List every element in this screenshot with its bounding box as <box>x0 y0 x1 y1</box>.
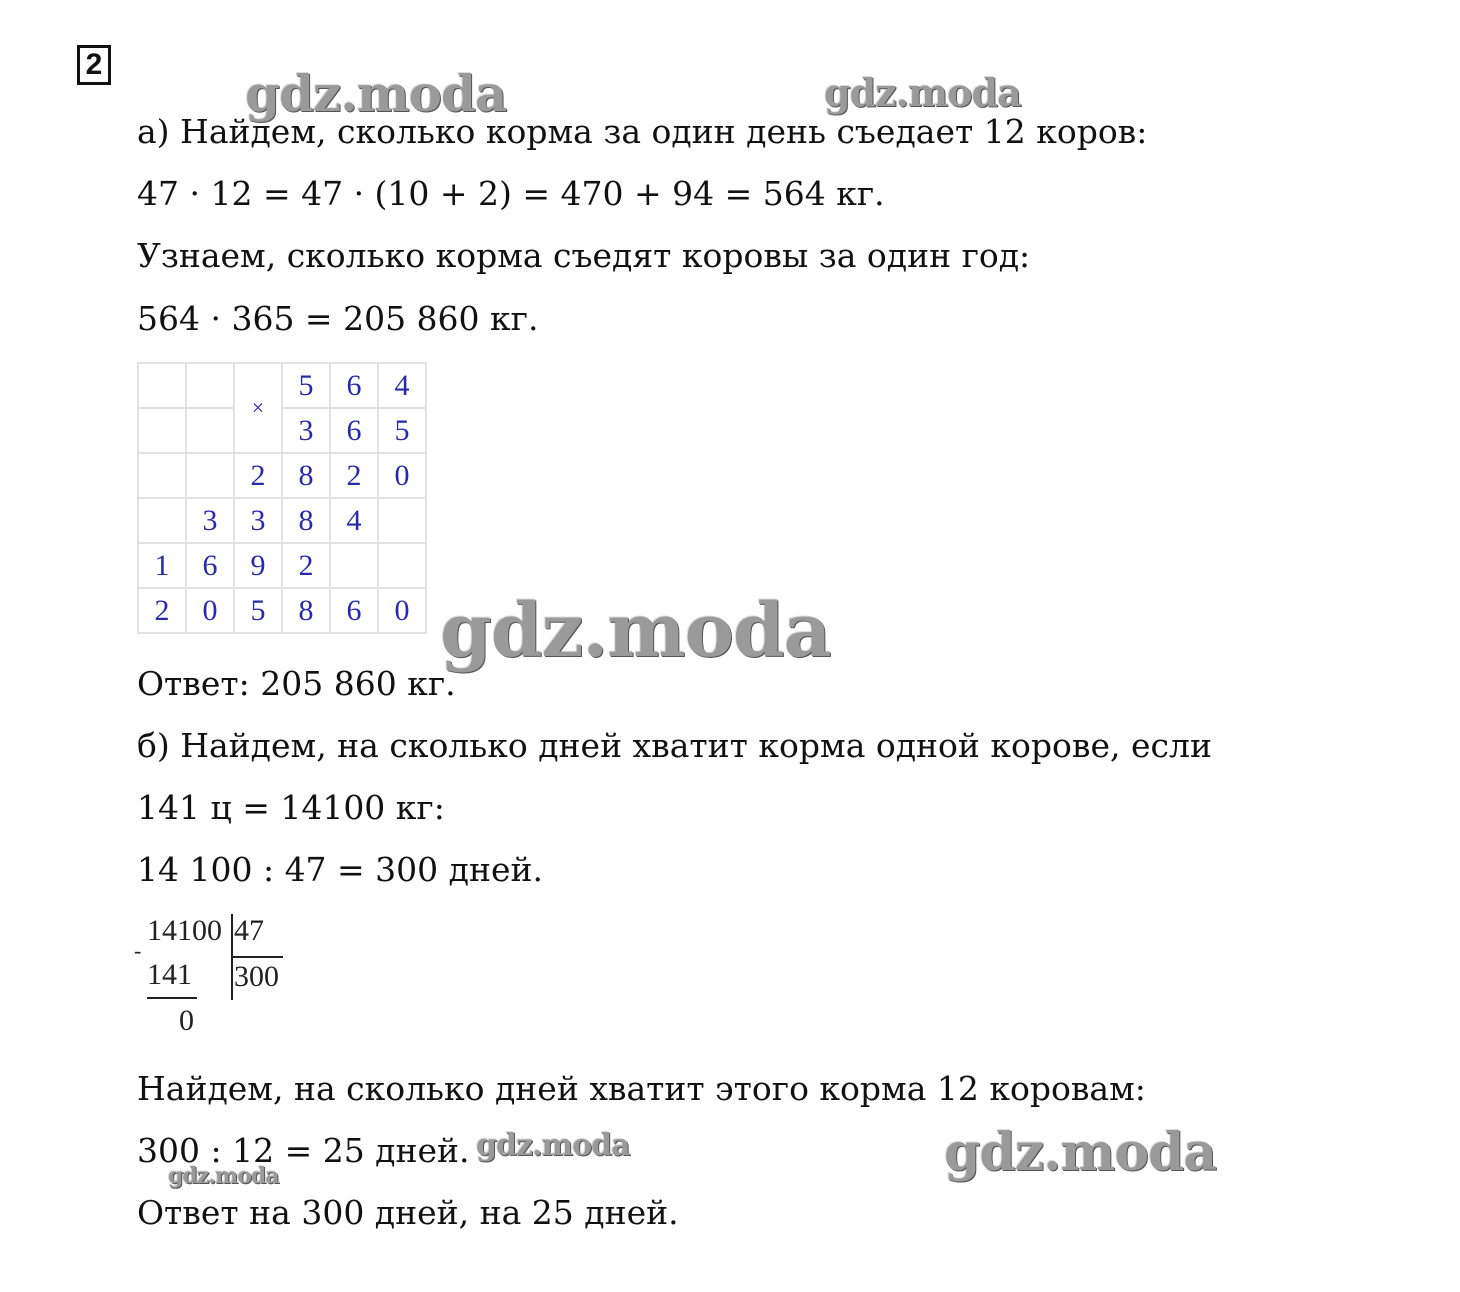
grid-cell: 3 <box>282 408 330 453</box>
grid-cell: 0 <box>186 588 234 633</box>
part-a-answer: Ответ: 205 860 кг. <box>137 664 456 703</box>
division-remainder: 0 <box>179 1004 194 1037</box>
grid-cell: 2 <box>234 453 282 498</box>
grid-cell <box>330 543 378 588</box>
grid-cell: 9 <box>234 543 282 588</box>
grid-cell <box>138 453 186 498</box>
grid-cell: 2 <box>282 543 330 588</box>
grid-cell <box>378 498 426 543</box>
grid-cell: 8 <box>282 588 330 633</box>
grid-cell: 2 <box>330 453 378 498</box>
grid-cell: 8 <box>282 453 330 498</box>
grid-cell: 5 <box>282 363 330 408</box>
part-b-answer: Ответ на 300 дней, на 25 дней. <box>137 1193 679 1232</box>
grid-cell <box>138 363 186 408</box>
grid-cell <box>186 408 234 453</box>
division-dividend: 14100 <box>147 914 222 947</box>
grid-cell: 0 <box>378 588 426 633</box>
grid-cell <box>186 453 234 498</box>
division-divisor: 47 <box>234 914 264 947</box>
part-b-intro: б) Найдем, на сколько дней хватит корма одной корове, если <box>137 726 1212 765</box>
grid-cell: 0 <box>378 453 426 498</box>
grid-cell <box>138 408 186 453</box>
division-subtrahend: 141 <box>147 958 192 991</box>
watermark: gdz.moda <box>440 588 831 674</box>
watermark: gdz.moda <box>824 70 1021 115</box>
watermark: gdz.moda <box>245 64 507 123</box>
grid-cell: 6 <box>330 588 378 633</box>
grid-cell: 5 <box>378 408 426 453</box>
task-number: 2 <box>77 45 111 85</box>
grid-cell: 5 <box>234 588 282 633</box>
division-quotient: 300 <box>234 960 279 993</box>
grid-cell <box>138 498 186 543</box>
part-a-calc-year: 564 · 365 = 205 860 кг. <box>137 299 539 338</box>
grid-cell: 6 <box>186 543 234 588</box>
grid-cell: 1 <box>138 543 186 588</box>
grid-cell <box>378 543 426 588</box>
grid-cell: 4 <box>378 363 426 408</box>
multiply-sign: × <box>234 363 282 453</box>
watermark: gdz.moda <box>944 1122 1217 1183</box>
grid-cell: 4 <box>330 498 378 543</box>
grid-cell: 6 <box>330 408 378 453</box>
divisor-underline <box>231 956 283 958</box>
grid-cell: 8 <box>282 498 330 543</box>
division-minus-sign: - <box>134 938 142 963</box>
grid-cell <box>186 363 234 408</box>
part-b-calc-twelve: 300 : 12 = 25 дней. <box>137 1131 470 1170</box>
grid-cell: 3 <box>234 498 282 543</box>
part-b-calc-one: 14 100 : 47 = 300 дней. <box>137 850 543 889</box>
part-a-calc-day: 47 · 12 = 47 · (10 + 2) = 470 + 94 = 564 кг. <box>137 174 885 213</box>
grid-cell: 2 <box>138 588 186 633</box>
watermark: gdz.moda <box>476 1128 630 1163</box>
part-a-intro: а) Найдем, сколько корма за один день съедает 12 коров: <box>137 112 1148 151</box>
grid-cell: 3 <box>186 498 234 543</box>
grid-cell: 6 <box>330 363 378 408</box>
part-b-conversion: 141 ц = 14100 кг: <box>137 788 445 827</box>
subtrahend-underline <box>147 997 197 999</box>
column-multiplication <box>137 362 427 634</box>
long-division <box>134 912 294 1042</box>
part-b-intro-twelve: Найдем, на сколько дней хватит этого корма 12 коровам: <box>137 1069 1146 1108</box>
watermark: gdz.moda <box>168 1163 279 1189</box>
part-a-intro-year: Узнаем, сколько корма съедят коровы за один год: <box>137 236 1031 275</box>
